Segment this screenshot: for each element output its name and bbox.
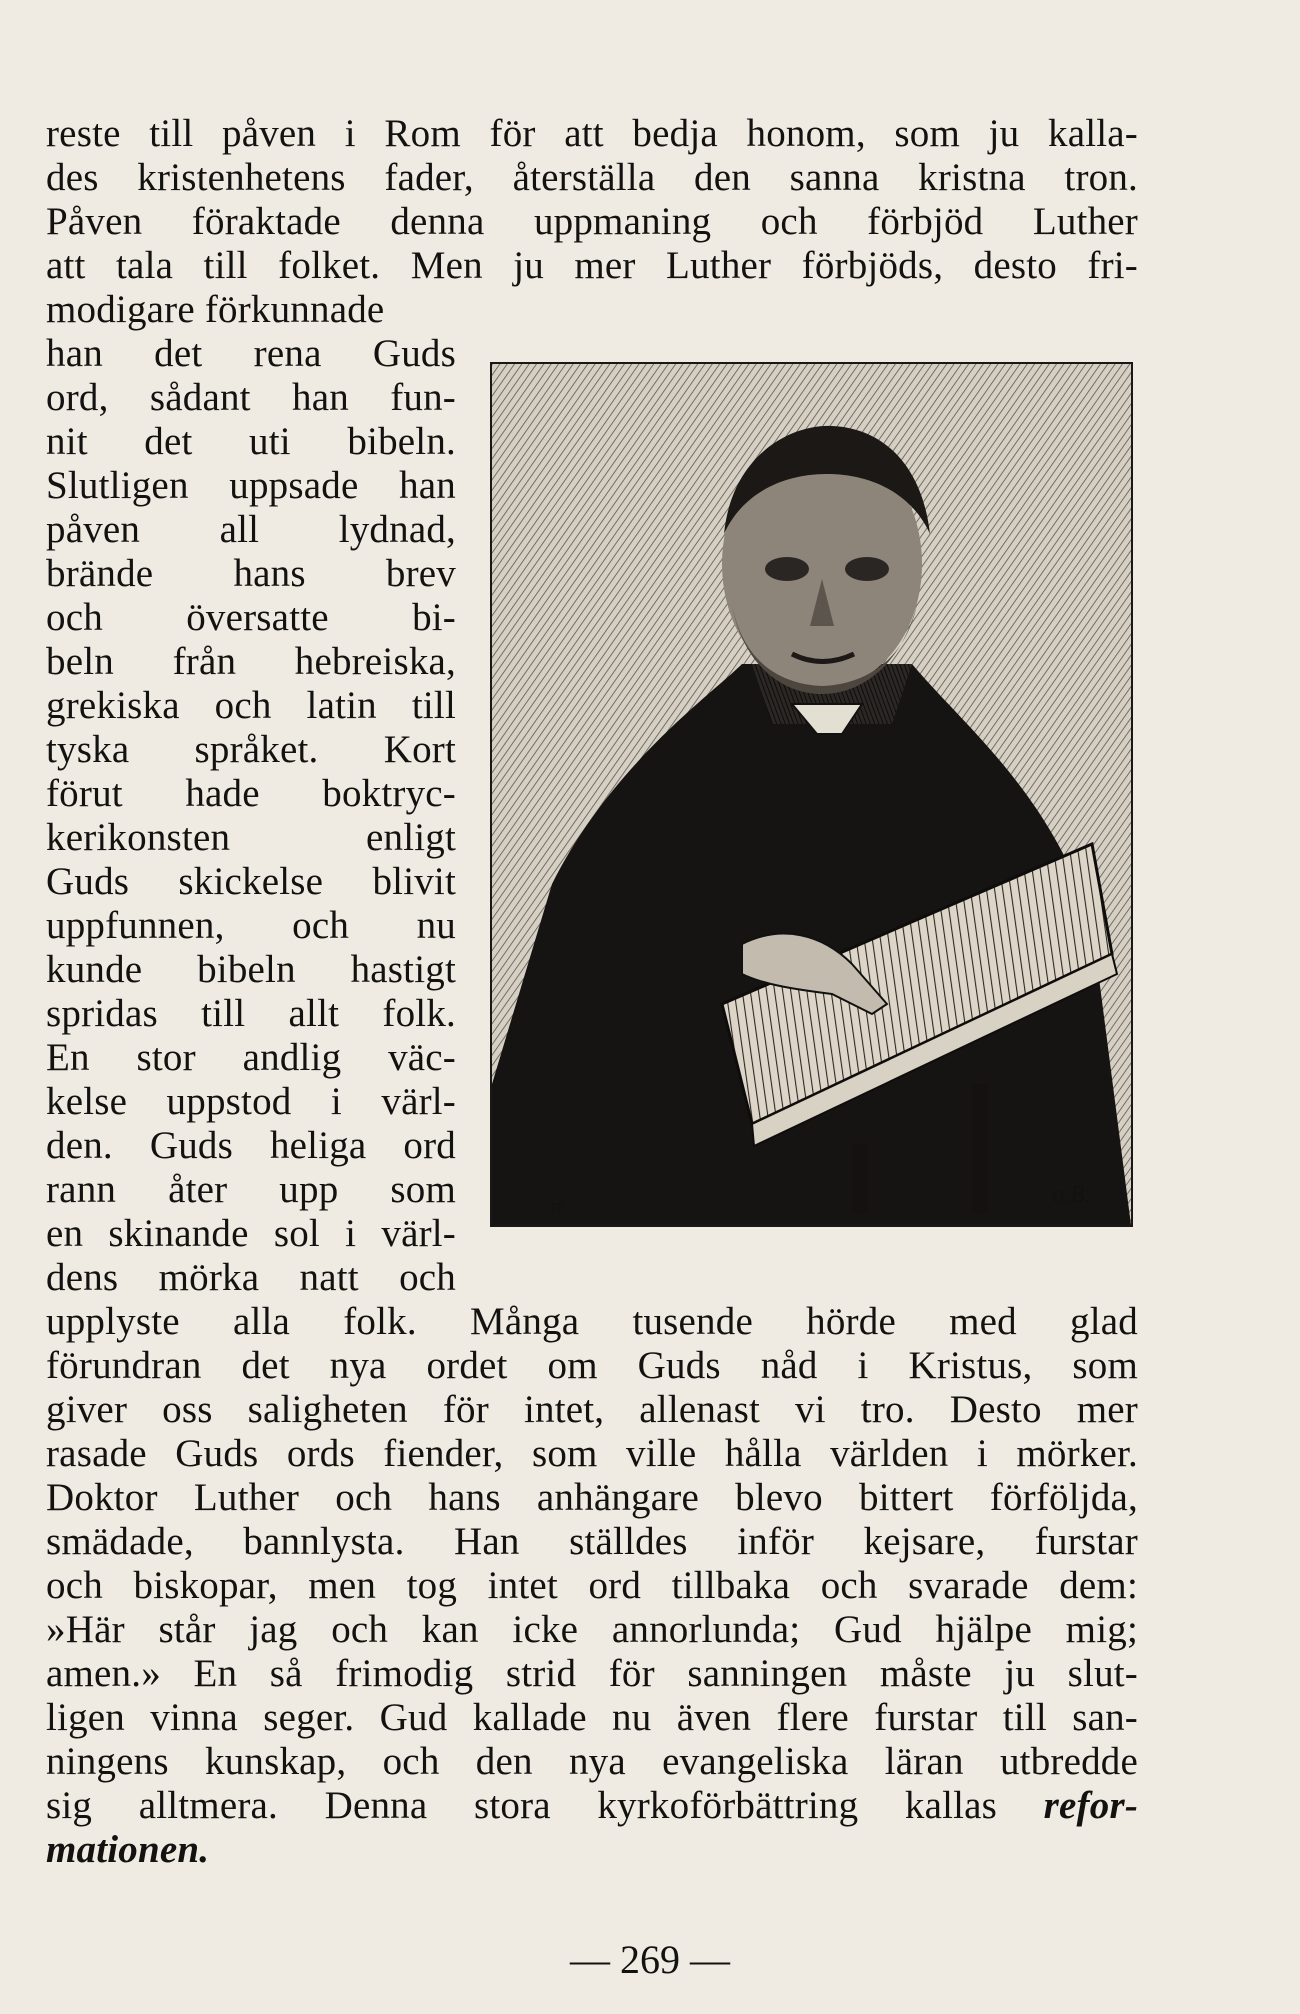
engraving-drawing <box>492 364 1131 1225</box>
text-line: modigare förkunnade <box>46 288 385 331</box>
text-line: tyska språket. Kort <box>46 728 456 771</box>
text-line: upplyste alla folk. Många tusende hörde med glad <box>46 1300 1138 1343</box>
text-line: beln från hebreiska, <box>46 640 456 683</box>
text-line: dens mörka natt och <box>46 1256 456 1299</box>
text-line: ord, sådant han fun- <box>46 376 456 419</box>
text-line: Påven föraktade denna uppmaning och förbjöd Luther <box>46 200 1138 243</box>
italic-term: mationen. <box>46 1828 210 1871</box>
text-line: kerikonsten enligt <box>46 816 456 859</box>
text-line: förut hade boktryc- <box>46 772 456 815</box>
text-line: amen.» En så frimodig strid för sanningen måste ju slut- <box>46 1652 1138 1695</box>
text-line: Guds skickelse blivit <box>46 860 456 903</box>
text-line <box>46 1828 1138 1872</box>
text-line-body: sig alltmera. Denna stora kyrkoförbättring kallas <box>46 1784 998 1827</box>
text-line: och biskopar, men tog intet ord tillbaka och svarade dem: <box>46 1564 1138 1607</box>
engraver-monogram: FF <box>550 1201 566 1216</box>
text-line: och översatte bi- <box>46 596 456 639</box>
text-line: »Här står jag och kan icke annorlunda; Gud hjälpe mig; <box>46 1608 1138 1651</box>
text-line: ningens kunskap, och den nya evangeliska läran utbredde <box>46 1740 1138 1783</box>
text-line: att tala till folket. Men ju mer Luther förbjöds, desto fri- <box>46 244 1138 287</box>
luther-portrait-illustration <box>490 362 1133 1227</box>
text-line: en skinande sol i värl- <box>46 1212 456 1255</box>
text-line: påven all lydnad, <box>46 508 456 551</box>
text-line: giver oss saligheten för intet, allenast vi tro. Desto mer <box>46 1388 1138 1431</box>
italic-term: refor- <box>1043 1784 1139 1827</box>
text-line: spridas till allt folk. <box>46 992 456 1035</box>
text-line: ligen vinna seger. Gud kallade nu även flere furstar till san- <box>46 1696 1138 1739</box>
text-line: rasade Guds ords fiender, som ville hålla världen i mörker. <box>46 1432 1138 1475</box>
text-line: Doktor Luther och hans anhängare blevo bittert förföljda, <box>46 1476 1138 1519</box>
page-number: — 269 — <box>570 1937 730 1982</box>
text-line: reste till påven i Rom för att bedja honom, som ju kalla- <box>46 112 1138 155</box>
text-line: kunde bibeln hastigt <box>46 948 456 991</box>
text-line: grekiska och latin till <box>46 684 456 727</box>
artist-signature: o.B. <box>1052 1182 1091 1208</box>
text-line: des kristenhetens fader, återställa den sanna kristna tron. <box>46 156 1138 199</box>
text-line: den. Guds heliga ord <box>46 1124 456 1167</box>
text-line: uppfunnen, och nu <box>46 904 456 947</box>
text-line: brände hans brev <box>46 552 456 595</box>
text-line: Slutligen uppsade han <box>46 464 456 507</box>
text-line: En stor andlig väc- <box>46 1036 456 1079</box>
text-line: han det rena Guds <box>46 332 456 375</box>
text-line: förundran det nya ordet om Guds nåd i Kristus, som <box>46 1344 1138 1387</box>
text-line: smädade, bannlysta. Han ställdes inför kejsare, furstar <box>46 1520 1138 1563</box>
text-line: kelse uppstod i värl- <box>46 1080 456 1123</box>
text-line: nit det uti bibeln. <box>46 420 456 463</box>
text-line <box>46 1784 1138 1828</box>
text-line: rann åter upp som <box>46 1168 456 1211</box>
